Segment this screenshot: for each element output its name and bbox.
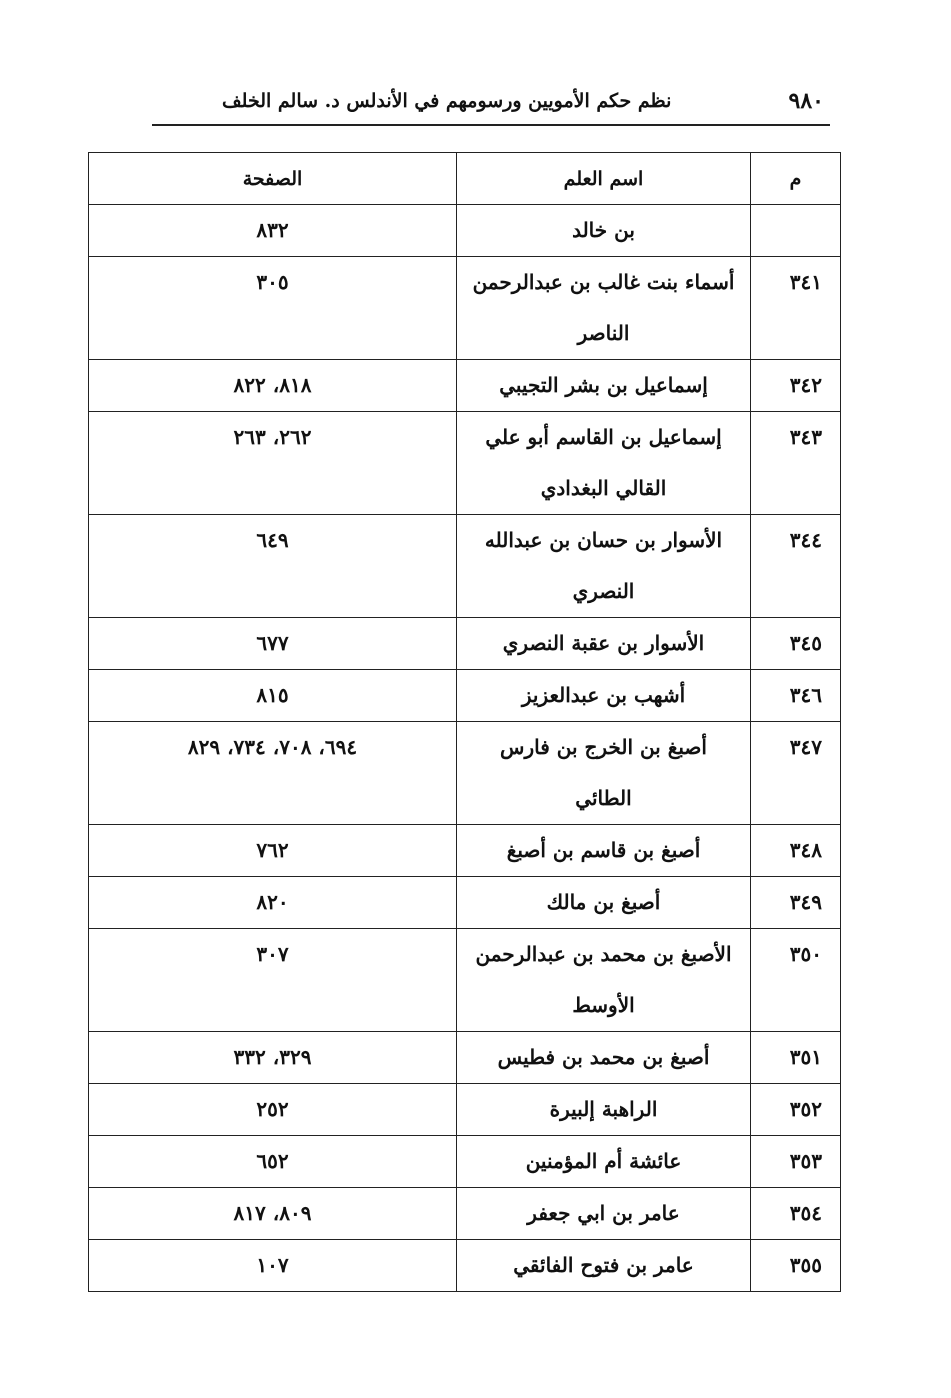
row-name [457,670,751,722]
row-number: ٣٤٤ [751,515,841,618]
column-header-number: م [751,153,841,205]
running-title: نظم حكم الأمويين ورسومهم في الأندلس د. سالم الخلف [222,90,672,112]
column-header-name: اسم العلم [457,153,751,205]
row-pages: ٢٥٢ [89,1084,457,1136]
row-name-line: الأوسط [572,993,635,1017]
row-pages: ٦٩٤، ٧٠٨، ٧٣٤، ٨٢٩ [89,722,457,825]
table-row [89,1136,841,1188]
row-name [457,1136,751,1188]
row-number: ٣٥٣ [751,1136,841,1188]
row-name [457,877,751,929]
row-pages: ٨٠٩، ٨١٧ [89,1188,457,1240]
row-number: ٣٤١ [751,257,841,360]
row-name-line: الطائي [575,786,632,810]
row-name [457,825,751,877]
row-name-line: عائشة أم المؤمنين [525,1149,682,1173]
table-row [89,1084,841,1136]
row-name [457,1188,751,1240]
row-name-line: الأسوار بن عقبة النصري [502,631,705,655]
table-row [89,1240,841,1292]
table-header-row [89,153,841,205]
row-name-line: أصبغ بن مالك [546,890,661,914]
table-row [89,722,841,825]
table-row [89,929,841,1032]
table-row [89,670,841,722]
row-name [457,929,751,1032]
row-pages: ٦٤٩ [89,515,457,618]
row-pages: ٣٠٥ [89,257,457,360]
row-pages: ٨١٨، ٨٢٢ [89,360,457,412]
row-name-line: أسماء بنت غالب بن عبدالرحمن [472,270,735,294]
row-name-line: أصبغ بن محمد بن فطيس [497,1045,710,1069]
page-number: ٩٨٠ [788,88,824,114]
table-row [89,877,841,929]
row-pages: ٣٢٩، ٣٣٢ [89,1032,457,1084]
row-name [457,1084,751,1136]
row-number: ٣٥٠ [751,929,841,1032]
row-pages: ٨٣٢ [89,205,457,257]
row-number: ٣٤٩ [751,877,841,929]
row-pages: ١٠٧ [89,1240,457,1292]
table-row [89,825,841,877]
row-pages: ٢٦٢، ٢٦٣ [89,412,457,515]
table-row [89,205,841,257]
row-name [457,205,751,257]
row-name-line: الأسوار بن حسان بن عبدالله [484,528,723,552]
table-row [89,618,841,670]
row-name [457,1240,751,1292]
row-number: ٣٤٣ [751,412,841,515]
row-number: ٣٥٢ [751,1084,841,1136]
row-name-line: القالي البغدادي [540,476,667,500]
names-index-table [88,152,841,1292]
row-name-line: عامر بن فتوح الفائقي [513,1253,694,1277]
row-number: ٣٥١ [751,1032,841,1084]
row-pages: ٨٢٠ [89,877,457,929]
row-pages: ٣٠٧ [89,929,457,1032]
column-header-pages: الصفحة [89,153,457,205]
row-number [751,205,841,257]
table-row [89,1188,841,1240]
row-name-line: الراهبة إلبيرة [549,1097,658,1121]
row-name [457,1032,751,1084]
row-name-line: أصبغ بن قاسم بن أصبغ [506,838,701,862]
row-name-line: بن خالد [572,218,635,242]
row-pages: ٧٦٢ [89,825,457,877]
row-name [457,257,751,360]
table-row [89,257,841,360]
table-row [89,360,841,412]
row-pages: ٦٧٧ [89,618,457,670]
row-number: ٣٤٢ [751,360,841,412]
table-body [89,205,841,1292]
row-number: ٣٥٤ [751,1188,841,1240]
table-row [89,412,841,515]
row-name [457,618,751,670]
row-name [457,412,751,515]
row-name-line: إسماعيل بن بشر التجيبي [499,373,708,397]
row-name-line: أشهب بن عبدالعزيز [521,683,686,707]
row-pages: ٦٥٢ [89,1136,457,1188]
row-name [457,722,751,825]
table-row [89,515,841,618]
row-number: ٣٥٥ [751,1240,841,1292]
row-name-line: النصري [572,579,635,603]
row-name-line: عامر بن ابي جعفر [527,1201,680,1225]
row-number: ٣٤٦ [751,670,841,722]
row-name [457,360,751,412]
page-header [152,84,830,126]
table-row [89,1032,841,1084]
row-number: ٣٤٨ [751,825,841,877]
row-name-line: أصبغ بن الخرج بن فارس [500,735,707,759]
row-name-line: الناصر [577,321,630,345]
row-name [457,515,751,618]
row-number: ٣٤٥ [751,618,841,670]
row-pages: ٨١٥ [89,670,457,722]
row-number: ٣٤٧ [751,722,841,825]
row-name-line: الأصبغ بن محمد بن عبدالرحمن [475,942,732,966]
row-name-line: إسماعيل بن القاسم أبو علي [485,425,722,449]
